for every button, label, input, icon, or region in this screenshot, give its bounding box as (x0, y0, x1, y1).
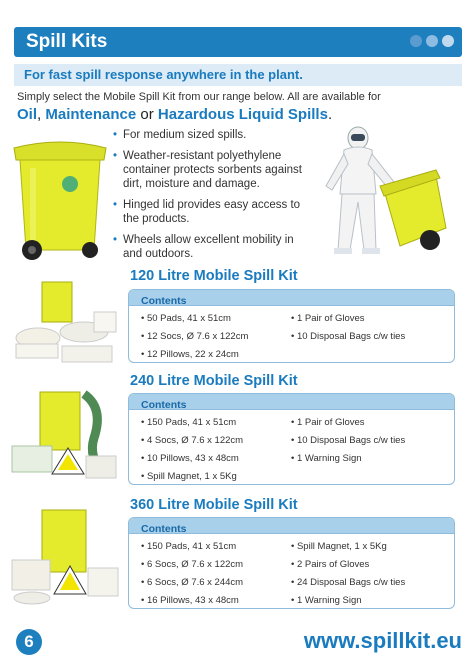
kit-360-title: 360 Litre Mobile Spill Kit (130, 497, 298, 513)
subtitle-comma: , (37, 106, 46, 123)
list-item: • 1 Pair of Gloves (291, 414, 405, 432)
kit-120-title: 120 Litre Mobile Spill Kit (130, 268, 298, 284)
page-title: Spill Kits (26, 31, 108, 52)
contents-header (129, 290, 454, 306)
wheelie-bin-image (10, 138, 110, 266)
subtitle-maintenance: Maintenance (45, 106, 137, 123)
list-item: • 12 Pillows, 22 x 24cm (141, 346, 248, 363)
contents-right-column (291, 310, 405, 346)
feature-item: • Hinged lid provides easy access to the products. (113, 198, 313, 226)
page-number: 6 (16, 629, 42, 655)
kit-240-image (8, 388, 124, 488)
list-item: • 2 Pairs of Gloves (291, 556, 405, 574)
worker-with-bin-image (318, 124, 450, 264)
title-bar (14, 27, 462, 57)
feature-item: • Weather-resistant polyethylene container protects sorbents against dirt, moisture and damage. (113, 149, 313, 191)
contents-right-column (291, 414, 405, 468)
feature-item: • Wheels allow excellent mobility in and outdoors. (113, 233, 313, 261)
kit-240-contents-box (128, 393, 455, 485)
list-item: • 1 Warning Sign (291, 450, 405, 468)
feature-list (113, 128, 313, 268)
header-dot-1 (410, 35, 422, 47)
list-item: • 1 Warning Sign (291, 592, 405, 609)
list-item: • 16 Pillows, 43 x 48cm (141, 592, 243, 609)
list-item: • 50 Pads, 41 x 51cm (141, 310, 248, 328)
kit-360-image (8, 506, 124, 610)
kit-240-title: 240 Litre Mobile Spill Kit (130, 373, 298, 389)
subtitle-hazardous: Hazardous Liquid Spills (157, 106, 328, 123)
list-item: • Spill Magnet, 1 x 5Kg (141, 468, 243, 485)
list-item: • 6 Socs, Ø 7.6 x 122cm (141, 556, 243, 574)
contents-right-column (291, 538, 405, 609)
header-dot-3 (442, 35, 454, 47)
intro-text: Simply select the Mobile Spill Kit from our range below. All are available for (17, 91, 381, 103)
tagline: For fast spill response anywhere in the plant. (24, 67, 303, 82)
kit-120-image (8, 278, 124, 370)
contents-label: Contents (141, 295, 187, 307)
list-item: • 150 Pads, 41 x 51cm (141, 414, 243, 432)
kit-120-contents-box (128, 289, 455, 363)
subtitle-oil: Oil (17, 106, 38, 123)
list-item: • 6 Socs, Ø 7.6 x 244cm (141, 574, 243, 592)
list-item: • Spill Magnet, 1 x 5Kg (291, 538, 405, 556)
contents-left-column (141, 310, 248, 363)
list-item: • 10 Pillows, 43 x 48cm (141, 450, 243, 468)
feature-item: • For medium sized spills. (113, 128, 313, 142)
contents-left-column (141, 414, 243, 485)
website-link[interactable]: www.spillkit.eu (303, 628, 462, 653)
list-item: • 24 Disposal Bags c/w ties (291, 574, 405, 592)
list-item: • 4 Socs, Ø 7.6 x 122cm (141, 432, 243, 450)
list-item: • 12 Socs, Ø 7.6 x 122cm (141, 328, 248, 346)
header-dot-2 (426, 35, 438, 47)
header-dots (410, 35, 454, 47)
list-item: • 150 Pads, 41 x 51cm (141, 538, 243, 556)
list-item: • 10 Disposal Bags c/w ties (291, 328, 405, 346)
subtitle-dot: . (327, 106, 333, 123)
list-item: • 10 Disposal Bags c/w ties (291, 432, 405, 450)
contents-header (129, 394, 454, 410)
spill-types-subtitle (17, 106, 332, 123)
contents-label: Contents (141, 399, 187, 411)
kit-360-contents-box (128, 517, 455, 609)
contents-label: Contents (141, 523, 187, 535)
subtitle-or: or (136, 106, 158, 123)
contents-header (129, 518, 454, 534)
tagline-bar (14, 64, 462, 86)
contents-left-column (141, 538, 243, 609)
list-item: • 1 Pair of Gloves (291, 310, 405, 328)
